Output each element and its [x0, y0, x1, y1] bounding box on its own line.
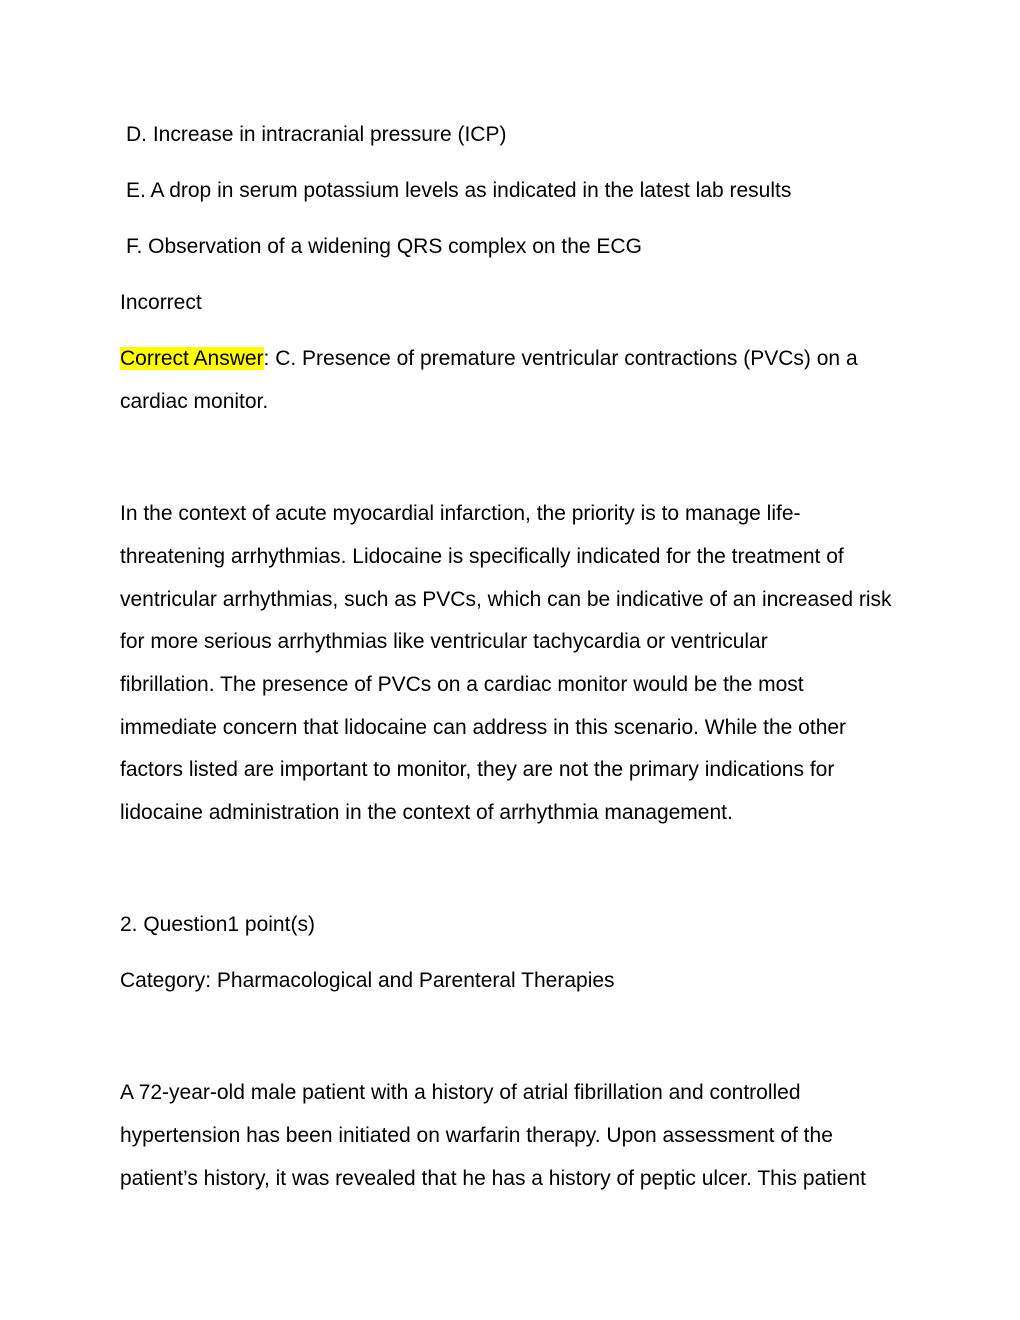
explanation-line: lidocaine administration in the context of arrhythmia management. — [120, 801, 733, 824]
correct-answer-line-2: cardiac monitor. — [120, 390, 269, 413]
question-stem-line: patient’s history, it was revealed that he has a history of peptic ulcer. This patient — [120, 1167, 866, 1190]
question-category: Category: Pharmacological and Parenteral Therapies — [120, 969, 615, 992]
answer-option-d: D. Increase in intracranial pressure (ICP) — [126, 123, 507, 146]
explanation-line: factors listed are important to monitor, they are not the primary indications for — [120, 758, 835, 781]
correct-answer-label: Correct Answer — [120, 347, 264, 370]
question-stem-line: A 72-year-old male patient with a history of atrial fibrillation and controlled — [120, 1081, 801, 1104]
explanation-line: for more serious arrhythmias like ventricular tachycardia or ventricular — [120, 630, 768, 653]
explanation-line: In the context of acute myocardial infarction, the priority is to manage life- — [120, 502, 801, 525]
answer-option-e: E. A drop in serum potassium levels as indicated in the latest lab results — [126, 179, 792, 202]
correct-answer-line-1 — [120, 346, 858, 372]
explanation-line: ventricular arrhythmias, such as PVCs, which can be indicative of an increased risk — [120, 588, 892, 611]
explanation-line: immediate concern that lidocaine can address in this scenario. While the other — [120, 716, 847, 739]
question-header: 2. Question1 point(s) — [120, 913, 315, 936]
explanation-line: fibrillation. The presence of PVCs on a cardiac monitor would be the most — [120, 673, 804, 696]
correct-answer-text: : C. Presence of premature ventricular contractions (PVCs) on a — [263, 347, 858, 370]
answer-option-f: F. Observation of a widening QRS complex on the ECG — [126, 235, 642, 258]
explanation-line: threatening arrhythmias. Lidocaine is specifically indicated for the treatment of — [120, 545, 844, 568]
result-status: Incorrect — [120, 291, 202, 314]
question-stem-line: hypertension has been initiated on warfarin therapy. Upon assessment of the — [120, 1124, 833, 1147]
